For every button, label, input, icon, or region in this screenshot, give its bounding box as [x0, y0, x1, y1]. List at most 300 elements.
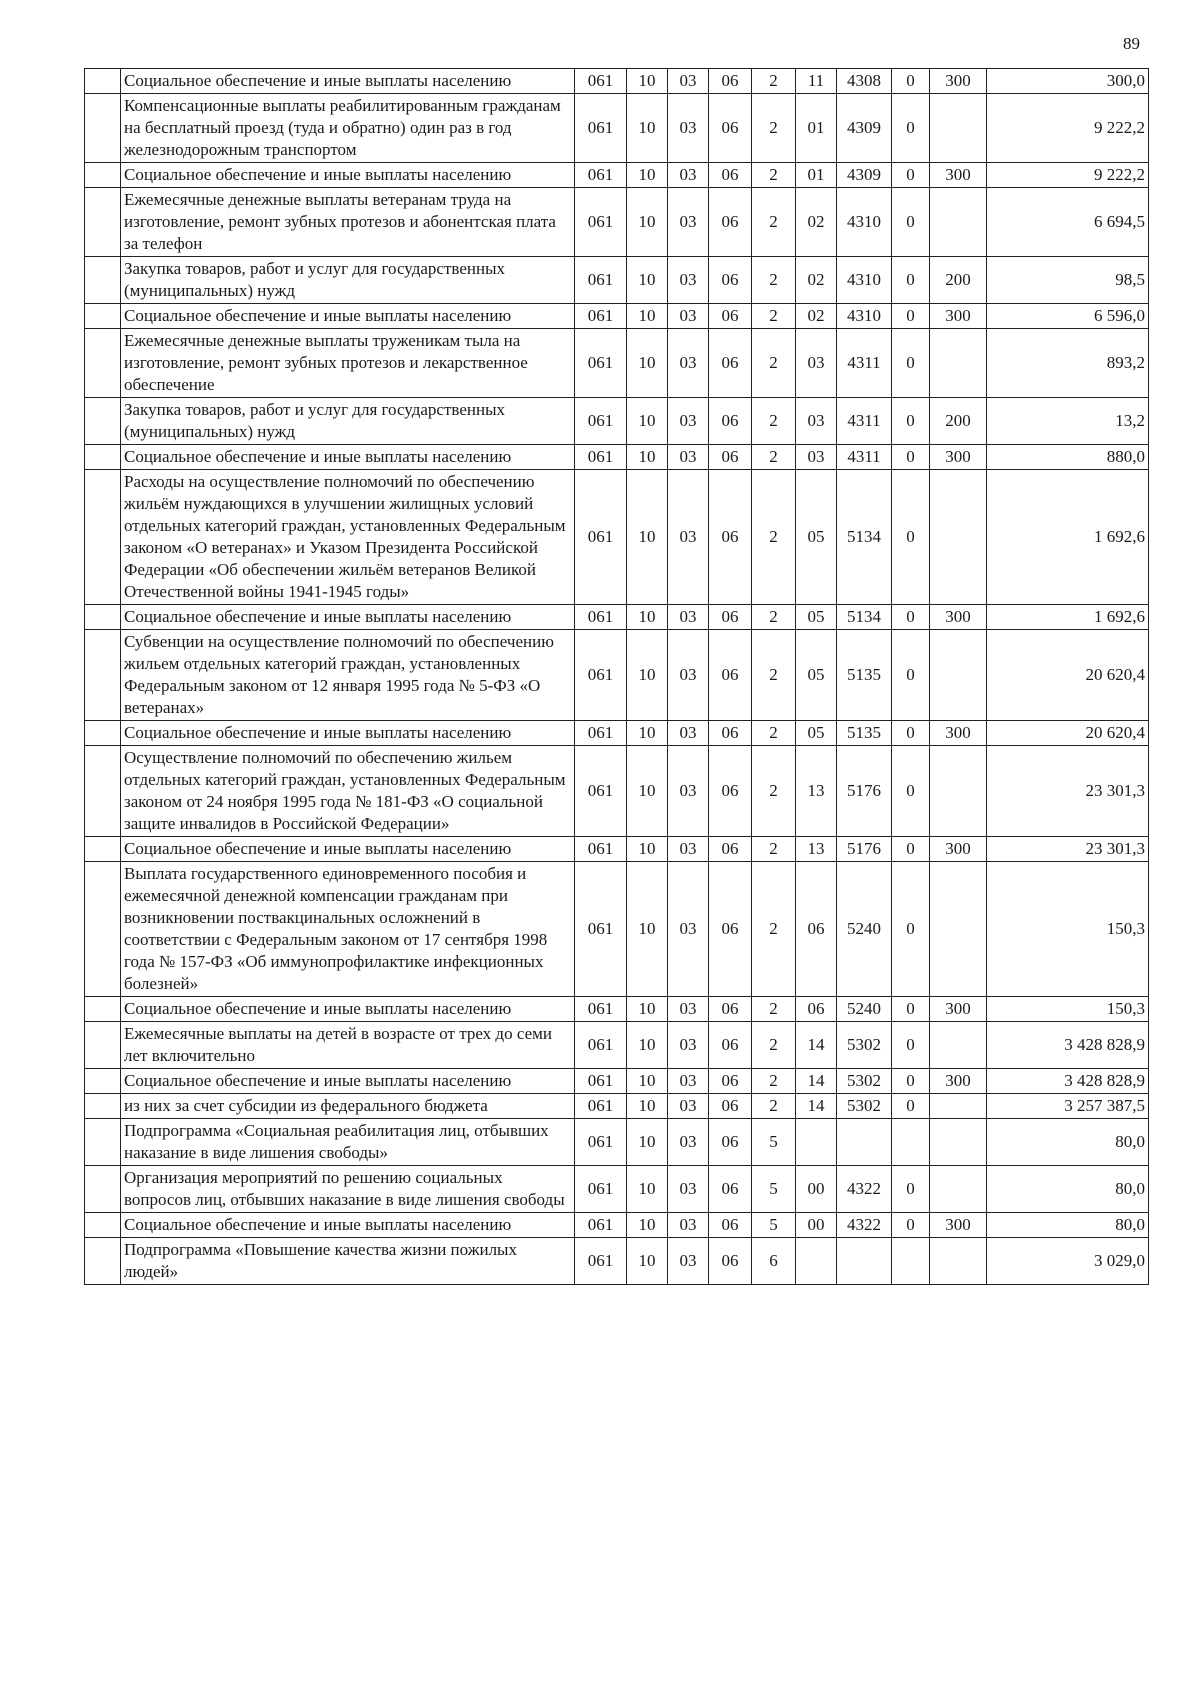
- event-code: 05: [796, 605, 837, 630]
- table-row: [85, 445, 1149, 470]
- program-code: 06: [709, 1119, 752, 1166]
- amount: 80,0: [987, 1166, 1149, 1213]
- row-marker-cell: [85, 69, 121, 94]
- section-code: 10: [627, 69, 668, 94]
- program-code: 06: [709, 746, 752, 837]
- program-code: 06: [709, 1022, 752, 1069]
- section-code: 10: [627, 997, 668, 1022]
- event-code: 14: [796, 1094, 837, 1119]
- expense-type-code: 300: [930, 445, 987, 470]
- subprogram-code: 5: [752, 1119, 796, 1166]
- amount: 893,2: [987, 329, 1149, 398]
- article-code: 4311: [837, 329, 892, 398]
- expense-name: из них за счет субсидии из федерального бюджета: [121, 1094, 575, 1119]
- ministry-code: 061: [575, 329, 627, 398]
- expense-type-code: 200: [930, 398, 987, 445]
- expense-name: Социальное обеспечение и иные выплаты населению: [121, 1213, 575, 1238]
- ministry-code: 061: [575, 862, 627, 997]
- program-code: 06: [709, 94, 752, 163]
- subprogram-code: 5: [752, 1166, 796, 1213]
- subsection-code: 03: [668, 862, 709, 997]
- article-code: 4310: [837, 257, 892, 304]
- event-code: 03: [796, 445, 837, 470]
- extra-code: 0: [892, 445, 930, 470]
- extra-code: 0: [892, 188, 930, 257]
- extra-code: 0: [892, 1094, 930, 1119]
- row-marker-cell: [85, 398, 121, 445]
- section-code: 10: [627, 329, 668, 398]
- expense-type-code: 300: [930, 1069, 987, 1094]
- section-code: 10: [627, 1119, 668, 1166]
- extra-code: 0: [892, 997, 930, 1022]
- amount: 150,3: [987, 997, 1149, 1022]
- article-code: 4308: [837, 69, 892, 94]
- extra-code: 0: [892, 69, 930, 94]
- row-marker-cell: [85, 1213, 121, 1238]
- expense-type-code: 200: [930, 257, 987, 304]
- amount: 9 222,2: [987, 94, 1149, 163]
- expense-type-code: 300: [930, 721, 987, 746]
- expense-name: Социальное обеспечение и иные выплаты населению: [121, 997, 575, 1022]
- row-marker-cell: [85, 721, 121, 746]
- table-row: [85, 746, 1149, 837]
- expense-type-code: [930, 470, 987, 605]
- event-code: 14: [796, 1069, 837, 1094]
- subsection-code: 03: [668, 329, 709, 398]
- amount: 13,2: [987, 398, 1149, 445]
- program-code: 06: [709, 163, 752, 188]
- article-code: 5302: [837, 1069, 892, 1094]
- expense-name: Осуществление полномочий по обеспечению жильем отдельных категорий граждан, установленных Федеральным законом от 24 ноября 1995 года № 181-ФЗ «О социальной защите инвалидов в Российской Федерации»: [121, 746, 575, 837]
- event-code: 00: [796, 1166, 837, 1213]
- table-row: [85, 1022, 1149, 1069]
- row-marker-cell: [85, 630, 121, 721]
- subsection-code: 03: [668, 94, 709, 163]
- article-code: 4310: [837, 304, 892, 329]
- expense-type-code: 300: [930, 605, 987, 630]
- extra-code: 0: [892, 398, 930, 445]
- expense-type-code: 300: [930, 163, 987, 188]
- program-code: 06: [709, 188, 752, 257]
- ministry-code: 061: [575, 1238, 627, 1285]
- expense-type-code: [930, 862, 987, 997]
- program-code: 06: [709, 470, 752, 605]
- table-row: [85, 1069, 1149, 1094]
- expense-type-code: [930, 329, 987, 398]
- expense-name: Социальное обеспечение и иные выплаты населению: [121, 304, 575, 329]
- event-code: 05: [796, 630, 837, 721]
- table-row: [85, 605, 1149, 630]
- subprogram-code: 2: [752, 1069, 796, 1094]
- extra-code: 0: [892, 1166, 930, 1213]
- table-row: [85, 470, 1149, 605]
- table-row: [85, 630, 1149, 721]
- subsection-code: 03: [668, 69, 709, 94]
- table-row: [85, 1238, 1149, 1285]
- table-row: [85, 188, 1149, 257]
- expense-name: Субвенции на осуществление полномочий по обеспечению жильем отдельных категорий граждан, установленных Федеральным законом от 12 января 1995 года № 5-ФЗ «О ветеранах»: [121, 630, 575, 721]
- article-code: 5240: [837, 862, 892, 997]
- expense-name: Социальное обеспечение и иные выплаты населению: [121, 1069, 575, 1094]
- amount: 6 694,5: [987, 188, 1149, 257]
- table-row: [85, 862, 1149, 997]
- subsection-code: 03: [668, 721, 709, 746]
- event-code: [796, 1238, 837, 1285]
- subprogram-code: 2: [752, 188, 796, 257]
- subsection-code: 03: [668, 470, 709, 605]
- subsection-code: 03: [668, 1022, 709, 1069]
- article-code: 4322: [837, 1166, 892, 1213]
- amount: 23 301,3: [987, 837, 1149, 862]
- extra-code: 0: [892, 721, 930, 746]
- table-row: [85, 997, 1149, 1022]
- ministry-code: 061: [575, 257, 627, 304]
- event-code: [796, 1119, 837, 1166]
- ministry-code: 061: [575, 1166, 627, 1213]
- section-code: 10: [627, 188, 668, 257]
- event-code: 00: [796, 1213, 837, 1238]
- expense-type-code: 300: [930, 304, 987, 329]
- amount: 3 428 828,9: [987, 1069, 1149, 1094]
- expense-type-code: [930, 188, 987, 257]
- expense-type-code: [930, 1022, 987, 1069]
- event-code: 02: [796, 257, 837, 304]
- article-code: 5240: [837, 997, 892, 1022]
- section-code: 10: [627, 445, 668, 470]
- subsection-code: 03: [668, 837, 709, 862]
- expense-name: Социальное обеспечение и иные выплаты населению: [121, 605, 575, 630]
- subsection-code: 03: [668, 1238, 709, 1285]
- subprogram-code: 2: [752, 1094, 796, 1119]
- program-code: 06: [709, 721, 752, 746]
- section-code: 10: [627, 304, 668, 329]
- row-marker-cell: [85, 1022, 121, 1069]
- ministry-code: 061: [575, 69, 627, 94]
- subsection-code: 03: [668, 1119, 709, 1166]
- program-code: 06: [709, 1069, 752, 1094]
- ministry-code: 061: [575, 445, 627, 470]
- extra-code: 0: [892, 1213, 930, 1238]
- section-code: 10: [627, 1069, 668, 1094]
- article-code: 4309: [837, 94, 892, 163]
- section-code: 10: [627, 1094, 668, 1119]
- ministry-code: 061: [575, 304, 627, 329]
- ministry-code: 061: [575, 163, 627, 188]
- extra-code: 0: [892, 257, 930, 304]
- subsection-code: 03: [668, 304, 709, 329]
- extra-code: [892, 1119, 930, 1166]
- expense-type-code: 300: [930, 69, 987, 94]
- subprogram-code: 2: [752, 304, 796, 329]
- amount: 80,0: [987, 1213, 1149, 1238]
- expense-name: Ежемесячные денежные выплаты труженикам тыла на изготовление, ремонт зубных протезов и лекарственное обеспечение: [121, 329, 575, 398]
- table-row: [85, 304, 1149, 329]
- expense-type-code: [930, 746, 987, 837]
- subprogram-code: 2: [752, 445, 796, 470]
- table-row: [85, 837, 1149, 862]
- subprogram-code: 2: [752, 329, 796, 398]
- expense-name: Подпрограмма «Социальная реабилитация лиц, отбывших наказание в виде лишения свободы»: [121, 1119, 575, 1166]
- row-marker-cell: [85, 837, 121, 862]
- expense-name: Расходы на осуществление полномочий по обеспечению жильём нуждающихся в улучшении жилищных условий отдельных категорий граждан, установленных Федеральным законом «О ветеранах» и Указом Президента Российской Федерации «Об обеспечении жильём ветеранов Великой Отечественной войны 1941-1945 годы»: [121, 470, 575, 605]
- extra-code: 0: [892, 304, 930, 329]
- expense-name: Социальное обеспечение и иные выплаты населению: [121, 69, 575, 94]
- article-code: 5134: [837, 470, 892, 605]
- extra-code: 0: [892, 329, 930, 398]
- program-code: 06: [709, 997, 752, 1022]
- table-row: [85, 163, 1149, 188]
- amount: 3 029,0: [987, 1238, 1149, 1285]
- expense-type-code: [930, 1094, 987, 1119]
- row-marker-cell: [85, 1166, 121, 1213]
- row-marker-cell: [85, 304, 121, 329]
- row-marker-cell: [85, 862, 121, 997]
- section-code: 10: [627, 163, 668, 188]
- ministry-code: 061: [575, 1069, 627, 1094]
- amount: 98,5: [987, 257, 1149, 304]
- amount: 80,0: [987, 1119, 1149, 1166]
- program-code: 06: [709, 837, 752, 862]
- ministry-code: 061: [575, 746, 627, 837]
- section-code: 10: [627, 605, 668, 630]
- program-code: 06: [709, 69, 752, 94]
- article-code: 4322: [837, 1213, 892, 1238]
- subprogram-code: 2: [752, 1022, 796, 1069]
- expense-name: Социальное обеспечение и иные выплаты населению: [121, 721, 575, 746]
- subsection-code: 03: [668, 257, 709, 304]
- event-code: 06: [796, 997, 837, 1022]
- program-code: 06: [709, 445, 752, 470]
- expense-name: Компенсационные выплаты реабилитированным гражданам на бесплатный проезд (туда и обратно) один раз в год железнодорожным транспортом: [121, 94, 575, 163]
- subsection-code: 03: [668, 398, 709, 445]
- row-marker-cell: [85, 94, 121, 163]
- article-code: 5176: [837, 746, 892, 837]
- page-number: 89: [1123, 34, 1140, 53]
- event-code: 06: [796, 862, 837, 997]
- event-code: 01: [796, 94, 837, 163]
- amount: 23 301,3: [987, 746, 1149, 837]
- extra-code: 0: [892, 746, 930, 837]
- article-code: 4311: [837, 445, 892, 470]
- event-code: 01: [796, 163, 837, 188]
- expense-name: Подпрограмма «Повышение качества жизни пожилых людей»: [121, 1238, 575, 1285]
- ministry-code: 061: [575, 721, 627, 746]
- row-marker-cell: [85, 1119, 121, 1166]
- event-code: 05: [796, 470, 837, 605]
- article-code: [837, 1119, 892, 1166]
- table-row: [85, 1119, 1149, 1166]
- table-row: [85, 1166, 1149, 1213]
- row-marker-cell: [85, 997, 121, 1022]
- article-code: 5302: [837, 1094, 892, 1119]
- expense-name: Ежемесячные выплаты на детей в возрасте от трех до семи лет включительно: [121, 1022, 575, 1069]
- program-code: 06: [709, 304, 752, 329]
- section-code: 10: [627, 630, 668, 721]
- expense-type-code: [930, 630, 987, 721]
- subsection-code: 03: [668, 188, 709, 257]
- table-row: [85, 69, 1149, 94]
- subsection-code: 03: [668, 1094, 709, 1119]
- extra-code: 0: [892, 470, 930, 605]
- subprogram-code: 2: [752, 163, 796, 188]
- extra-code: 0: [892, 1069, 930, 1094]
- table-row: [85, 257, 1149, 304]
- subsection-code: 03: [668, 605, 709, 630]
- amount: 20 620,4: [987, 630, 1149, 721]
- event-code: 11: [796, 69, 837, 94]
- expense-name: Выплата государственного единовременного пособия и ежемесячной денежной компенсации гражданам при возникновении поствакцинальных осложнений в соответствии с Федеральным законом от 17 сентября 1998 года № 157-ФЗ «Об иммунопрофилактике инфекционных болезней»: [121, 862, 575, 997]
- section-code: 10: [627, 257, 668, 304]
- table-row: [85, 94, 1149, 163]
- expense-type-code: [930, 94, 987, 163]
- extra-code: [892, 1238, 930, 1285]
- ministry-code: 061: [575, 1094, 627, 1119]
- article-code: 5176: [837, 837, 892, 862]
- expense-name: Социальное обеспечение и иные выплаты населению: [121, 837, 575, 862]
- extra-code: 0: [892, 837, 930, 862]
- expense-type-code: 300: [930, 997, 987, 1022]
- event-code: 13: [796, 837, 837, 862]
- amount: 1 692,6: [987, 470, 1149, 605]
- row-marker-cell: [85, 445, 121, 470]
- subprogram-code: 2: [752, 997, 796, 1022]
- amount: 300,0: [987, 69, 1149, 94]
- amount: 3 257 387,5: [987, 1094, 1149, 1119]
- extra-code: 0: [892, 163, 930, 188]
- table-row: [85, 1094, 1149, 1119]
- row-marker-cell: [85, 329, 121, 398]
- program-code: 06: [709, 1166, 752, 1213]
- event-code: 02: [796, 188, 837, 257]
- expense-name: Закупка товаров, работ и услуг для государственных (муниципальных) нужд: [121, 398, 575, 445]
- amount: 1 692,6: [987, 605, 1149, 630]
- row-marker-cell: [85, 605, 121, 630]
- event-code: 03: [796, 329, 837, 398]
- ministry-code: 061: [575, 1213, 627, 1238]
- subsection-code: 03: [668, 630, 709, 721]
- expense-type-code: [930, 1166, 987, 1213]
- row-marker-cell: [85, 1094, 121, 1119]
- subprogram-code: 2: [752, 862, 796, 997]
- subsection-code: 03: [668, 1069, 709, 1094]
- subprogram-code: 2: [752, 721, 796, 746]
- section-code: 10: [627, 721, 668, 746]
- section-code: 10: [627, 1166, 668, 1213]
- article-code: [837, 1238, 892, 1285]
- expense-name: Организация мероприятий по решению социальных вопросов лиц, отбывших наказание в виде лишения свободы: [121, 1166, 575, 1213]
- program-code: 06: [709, 1238, 752, 1285]
- ministry-code: 061: [575, 94, 627, 163]
- extra-code: 0: [892, 94, 930, 163]
- ministry-code: 061: [575, 470, 627, 605]
- subsection-code: 03: [668, 1166, 709, 1213]
- article-code: 5135: [837, 721, 892, 746]
- extra-code: 0: [892, 605, 930, 630]
- program-code: 06: [709, 1213, 752, 1238]
- ministry-code: 061: [575, 997, 627, 1022]
- section-code: 10: [627, 1022, 668, 1069]
- expense-name: Социальное обеспечение и иные выплаты населению: [121, 445, 575, 470]
- ministry-code: 061: [575, 837, 627, 862]
- ministry-code: 061: [575, 605, 627, 630]
- expense-type-code: 300: [930, 1213, 987, 1238]
- ministry-code: 061: [575, 1022, 627, 1069]
- table-body: [85, 69, 1149, 1285]
- subprogram-code: 2: [752, 398, 796, 445]
- program-code: 06: [709, 605, 752, 630]
- subsection-code: 03: [668, 1213, 709, 1238]
- program-code: 06: [709, 1094, 752, 1119]
- subprogram-code: 2: [752, 605, 796, 630]
- subprogram-code: 5: [752, 1213, 796, 1238]
- expense-name: Социальное обеспечение и иные выплаты населению: [121, 163, 575, 188]
- amount: 9 222,2: [987, 163, 1149, 188]
- event-code: 05: [796, 721, 837, 746]
- ministry-code: 061: [575, 398, 627, 445]
- expense-name: Закупка товаров, работ и услуг для государственных (муниципальных) нужд: [121, 257, 575, 304]
- section-code: 10: [627, 398, 668, 445]
- subprogram-code: 2: [752, 257, 796, 304]
- event-code: 13: [796, 746, 837, 837]
- row-marker-cell: [85, 163, 121, 188]
- subprogram-code: 2: [752, 69, 796, 94]
- section-code: 10: [627, 1238, 668, 1285]
- article-code: 5134: [837, 605, 892, 630]
- row-marker-cell: [85, 1238, 121, 1285]
- subsection-code: 03: [668, 445, 709, 470]
- expense-type-code: 300: [930, 837, 987, 862]
- section-code: 10: [627, 1213, 668, 1238]
- event-code: 14: [796, 1022, 837, 1069]
- program-code: 06: [709, 862, 752, 997]
- table-row: [85, 1213, 1149, 1238]
- table-row: [85, 329, 1149, 398]
- subprogram-code: 6: [752, 1238, 796, 1285]
- section-code: 10: [627, 746, 668, 837]
- expense-name: Ежемесячные денежные выплаты ветеранам труда на изготовление, ремонт зубных протезов и абонентская плата за телефон: [121, 188, 575, 257]
- event-code: 03: [796, 398, 837, 445]
- article-code: 4309: [837, 163, 892, 188]
- article-code: 5135: [837, 630, 892, 721]
- ministry-code: 061: [575, 1119, 627, 1166]
- subsection-code: 03: [668, 997, 709, 1022]
- table-row: [85, 398, 1149, 445]
- program-code: 06: [709, 257, 752, 304]
- extra-code: 0: [892, 862, 930, 997]
- subprogram-code: 2: [752, 837, 796, 862]
- program-code: 06: [709, 630, 752, 721]
- subprogram-code: 2: [752, 94, 796, 163]
- subprogram-code: 2: [752, 470, 796, 605]
- extra-code: 0: [892, 630, 930, 721]
- extra-code: 0: [892, 1022, 930, 1069]
- row-marker-cell: [85, 1069, 121, 1094]
- section-code: 10: [627, 837, 668, 862]
- section-code: 10: [627, 94, 668, 163]
- program-code: 06: [709, 398, 752, 445]
- section-code: 10: [627, 862, 668, 997]
- amount: 880,0: [987, 445, 1149, 470]
- ministry-code: 061: [575, 188, 627, 257]
- section-code: 10: [627, 470, 668, 605]
- budget-table: [84, 68, 1149, 1285]
- amount: 20 620,4: [987, 721, 1149, 746]
- row-marker-cell: [85, 470, 121, 605]
- row-marker-cell: [85, 257, 121, 304]
- row-marker-cell: [85, 746, 121, 837]
- article-code: 4311: [837, 398, 892, 445]
- subprogram-code: 2: [752, 746, 796, 837]
